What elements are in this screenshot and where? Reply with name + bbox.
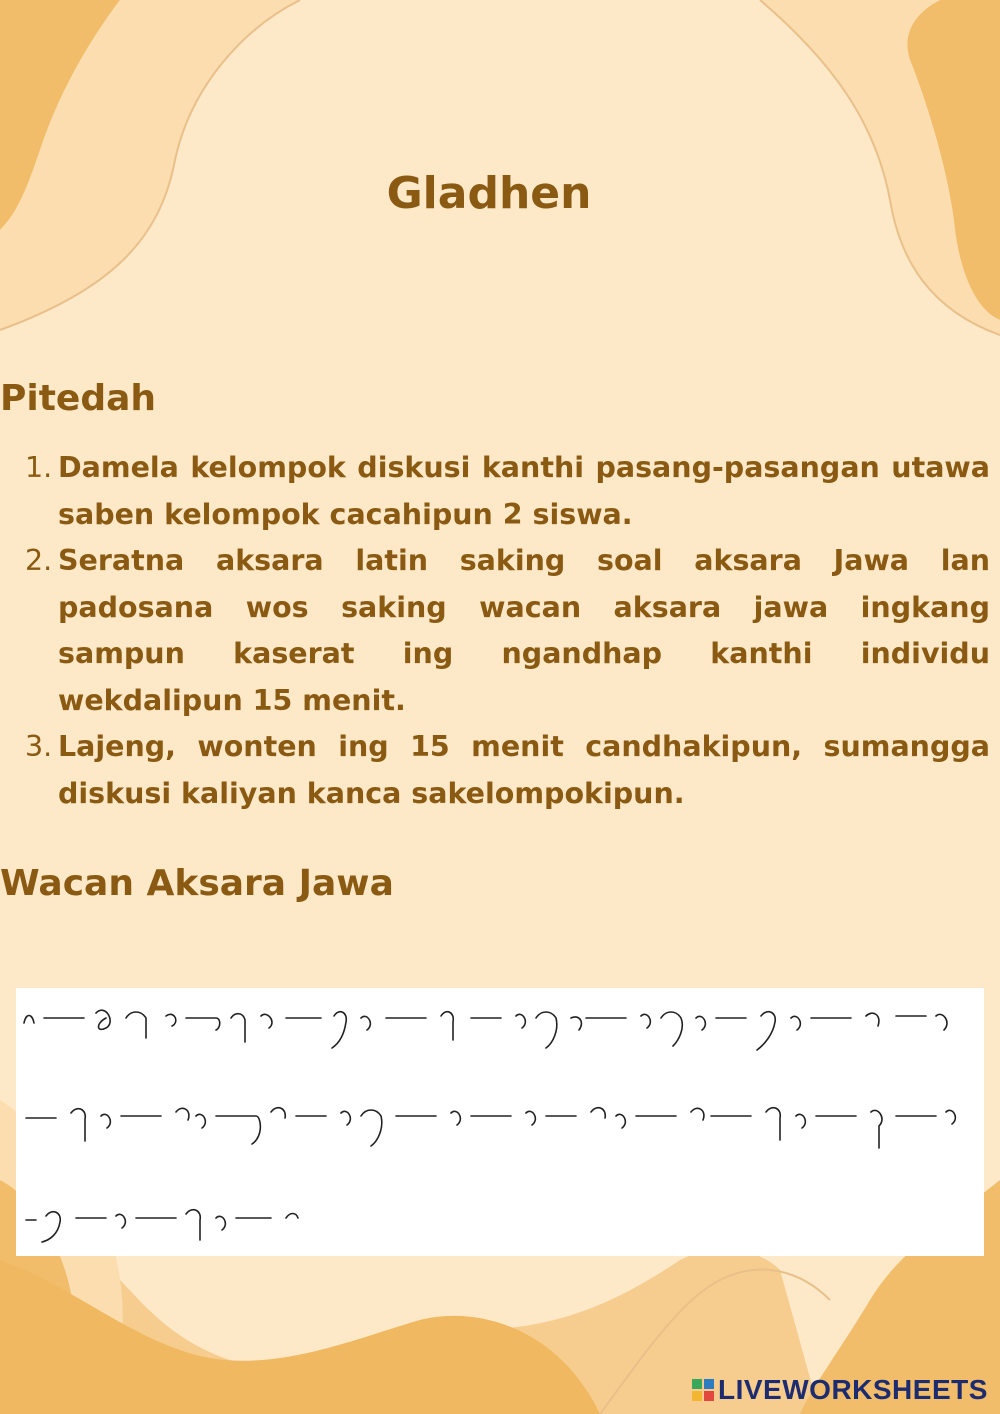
list-number: 2. [25,544,53,577]
instructions-list [0,445,990,817]
logo-text: LIVEWORKSHEETS [718,1374,988,1405]
list-number: 1. [25,451,53,484]
list-item [0,445,990,538]
list-item-text: Damela kelompok diskusi kanthi pasang-pasangan utawa saben kelompok cacahipun 2 siswa. [58,451,990,531]
list-item-text: Seratna aksara latin saking soal aksara Jawa lan padosana wos saking wacan aksara jawa ingkang sampun kaserat ing ngandhap kanthi individu wekdalipun 15 menit. [58,544,990,717]
page-title: Gladhen [386,168,592,219]
javanese-script-drawing [16,988,984,1256]
list-item [0,538,990,724]
list-item [0,724,990,817]
liveworksheets-logo-icon [692,1379,714,1401]
liveworksheets-logo[interactable] [692,1374,988,1406]
list-item-text: Lajeng, wonten ing 15 menit candhakipun, sumangga diskusi kaliyan kanca sakelompokipun. [58,730,990,810]
javanese-script-image [16,988,984,1256]
reading-heading: Wacan Aksara Jawa [0,863,394,904]
list-number: 3. [25,730,53,763]
instructions-heading: Pitedah [0,378,157,419]
